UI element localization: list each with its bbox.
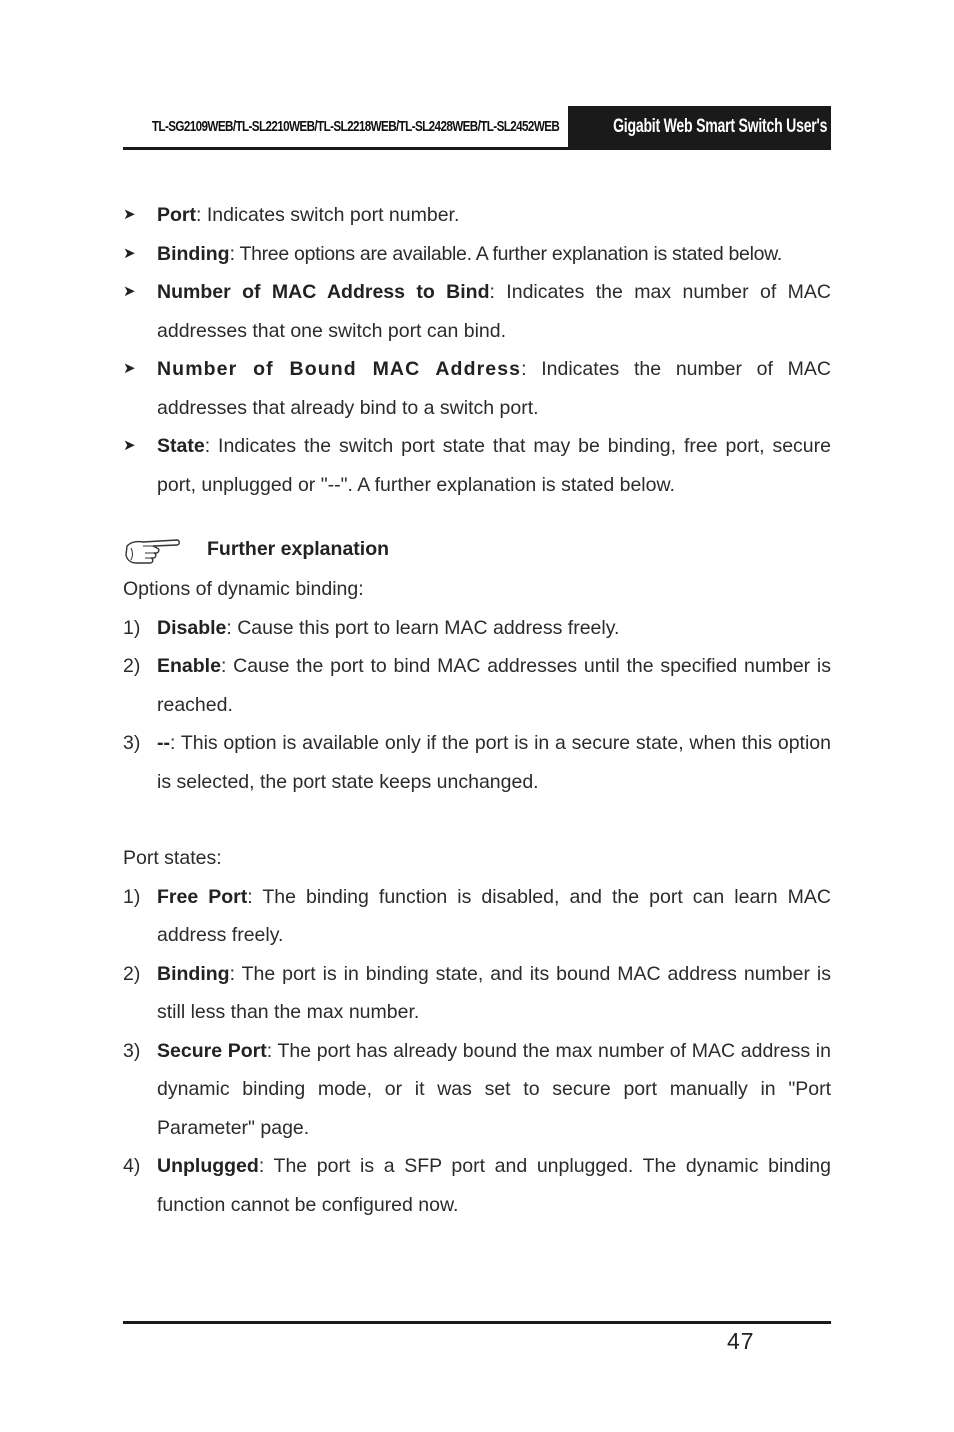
- note-title: Further explanation: [207, 538, 390, 560]
- field-item-bound-mac: [123, 350, 831, 427]
- field-item-port: [123, 196, 831, 235]
- state-term: Binding: [157, 962, 230, 985]
- arrow-bullet-icon: ➤: [123, 244, 136, 262]
- binding-options-list: [123, 609, 831, 802]
- option-term: Enable: [157, 655, 221, 677]
- arrow-bullet-icon: ➤: [123, 206, 136, 223]
- arrow-bullet-icon: ➤: [123, 437, 136, 454]
- port-state-item: [123, 955, 831, 1032]
- footer-rule: [123, 1321, 831, 1324]
- page-number: 47: [727, 1328, 755, 1354]
- state-desc: : The port is a SFP port and unplugged. The dynamic binding function cannot be configured now.: [157, 1155, 831, 1216]
- list-number: 2): [123, 655, 141, 677]
- port-state-item: [123, 1147, 831, 1224]
- pointing-hand-icon: [123, 536, 181, 566]
- page-header: [123, 106, 870, 150]
- port-state-item: [123, 1032, 831, 1148]
- state-desc: : The port is in binding state, and its bound MAC address number is still less than the max number.: [157, 962, 831, 1023]
- field-desc: : Three options are available. A further explanation is stated below.: [229, 242, 782, 265]
- state-desc: : The port has already bound the max number of MAC address in dynamic binding mode, or it was set to secure port manually in "Port Parameter" page.: [157, 1039, 831, 1139]
- note-heading: [123, 534, 831, 570]
- port-states-list: [123, 878, 831, 1225]
- state-term: Unplugged: [157, 1155, 259, 1177]
- field-desc: : Indicates the number of MAC addresses that already bind to a switch port.: [157, 358, 831, 419]
- section-gap: [123, 801, 831, 839]
- header-rule: [123, 147, 831, 150]
- field-item-binding: [123, 235, 831, 274]
- field-term: State: [157, 435, 205, 457]
- field-description-list: [123, 196, 831, 504]
- field-item-mac-to-bind: [123, 273, 831, 350]
- port-state-item: [123, 878, 831, 955]
- list-number: 1): [123, 616, 141, 639]
- list-number: 3): [123, 732, 141, 754]
- header-model-list: TL-SG2109WEB/TL-SL2210WEB/TL-SL2218WEB/TL-SL2428WEB/TL-SL2452WEB: [151, 118, 559, 135]
- field-term: Number of Bound MAC Address: [157, 358, 522, 380]
- port-states-intro: Port states:: [123, 847, 222, 869]
- field-term: Number of MAC Address to Bind: [157, 281, 490, 303]
- arrow-bullet-icon: ➤: [123, 360, 136, 377]
- option-desc: : This option is available only if the port is in a secure state, when this option is selected, the port state keeps unchanged.: [157, 732, 831, 793]
- header-guide-title: [568, 106, 870, 148]
- field-desc: : Indicates the max number of MAC addresses that one switch port can bind.: [157, 281, 831, 342]
- state-term: Secure Port: [157, 1039, 267, 1062]
- list-number: 1): [123, 885, 141, 908]
- binding-option-item: [123, 724, 831, 801]
- list-number: 3): [123, 1039, 141, 1062]
- field-term: Port: [157, 204, 196, 226]
- arrow-bullet-icon: ➤: [123, 283, 136, 300]
- option-desc: : Cause this port to learn MAC address freely.: [226, 616, 620, 639]
- field-term: Binding: [157, 242, 230, 265]
- state-term: Free Port: [157, 885, 248, 908]
- option-desc: : Cause the port to bind MAC addresses until the specified number is reached.: [157, 655, 831, 716]
- list-number: 4): [123, 1155, 141, 1177]
- field-item-state: [123, 427, 831, 504]
- binding-option-item: [123, 647, 831, 724]
- list-number: 2): [123, 962, 141, 985]
- binding-option-item: [123, 609, 831, 648]
- option-term: --: [157, 732, 170, 754]
- page-content: [123, 196, 831, 1224]
- field-desc: : Indicates the switch port state that may be binding, free port, secure port, unplugged or "--". A further explanation is stated below.: [157, 435, 831, 496]
- field-desc: : Indicates switch port number.: [196, 204, 460, 226]
- option-term: Disable: [157, 616, 227, 639]
- binding-options-intro: Options of dynamic binding:: [123, 578, 364, 600]
- header-guide-title-text: Gigabit Web Smart Switch User's Guide: [613, 116, 870, 137]
- state-desc: : The binding function is disabled, and the port can learn MAC address freely.: [157, 885, 832, 946]
